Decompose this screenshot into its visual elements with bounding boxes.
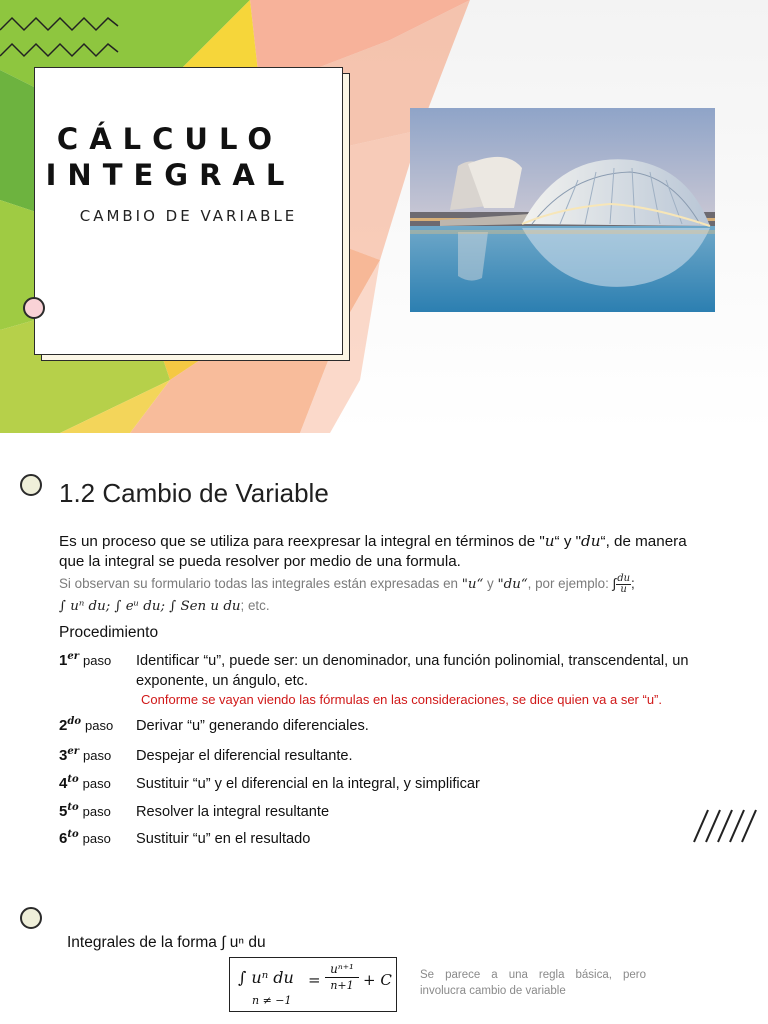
intro-mid: “ y " <box>554 533 582 550</box>
intro-prefix: Es un proceso que se utiliza para reexpresar la integral en términos de " <box>59 533 545 550</box>
intro-du: du <box>581 532 601 550</box>
formulary-note <box>59 573 709 617</box>
integral-sign: ∫ <box>612 576 617 591</box>
procedure-heading: Procedimiento <box>59 624 159 641</box>
gray-prefix: Si observan su formulario todas las integrales están expresadas en <box>59 576 462 591</box>
title-line-2: INTEGRAL <box>45 158 296 192</box>
fraction-denominator: u <box>620 583 627 595</box>
example-integrals: ∫ uⁿ du; ∫ eᵘ du; ∫ Sen u du <box>59 599 241 614</box>
step-4-number: $4^{to}$ paso <box>59 774 111 792</box>
intro-u: u <box>544 532 555 550</box>
formula-rhs-numerator: uⁿ⁺¹ <box>325 962 359 978</box>
gray-du: "du“ <box>497 577 528 592</box>
step-6-number: $6^{to}$ paso <box>59 829 111 847</box>
step-6-text: Sustituir “u” en el resultado <box>136 831 311 847</box>
red-note: Conforme se vayan viendo las fórmulas en las consideraciones, se dice quien va a ser “u”. <box>141 692 662 707</box>
formula-side-note: Se parece a una regla básica, pero involucra cambio de variable <box>420 969 646 997</box>
fraction-numerator: du <box>617 572 631 584</box>
intro-suffix: “, de manera que la integral se pueda resolver por medio de una formula. <box>59 533 687 570</box>
step-4-text: Sustituir “u” y el diferencial en la integral, y simplificar <box>136 776 480 792</box>
step-1-number: 1er paso <box>59 651 112 669</box>
gray-u: "u“ <box>461 577 484 592</box>
intro-paragraph <box>59 531 709 572</box>
step-2-number: $2^{do}$ paso <box>59 716 114 734</box>
gray-y: y <box>483 576 498 591</box>
formula-lhs: ∫ uⁿ du <box>238 968 294 987</box>
zigzag-decoration <box>0 12 120 62</box>
gray-suffix: ; etc. <box>240 598 270 613</box>
slash-decoration <box>692 808 762 844</box>
title-line-1: CÁLCULO <box>56 122 284 156</box>
title-slide <box>0 0 768 433</box>
formula-section-label: Integrales de la forma ∫ uⁿ du <box>67 934 266 951</box>
formula-dot-decoration <box>20 907 42 929</box>
step-3-number: 3er paso <box>59 746 112 764</box>
formula-box <box>229 957 397 1012</box>
formula-rhs-denominator: n+1 <box>330 979 354 992</box>
step-2-text: Derivar “u” generando diferenciales. <box>136 718 369 734</box>
formula-constant: + C <box>363 971 392 989</box>
formula-condition: n ≠ −1 <box>252 994 292 1007</box>
step-5-text: Resolver la integral resultante <box>136 804 330 820</box>
equals-sign: = <box>308 971 321 989</box>
section-dot-decoration <box>20 474 42 496</box>
semicolon: ; <box>631 576 635 591</box>
example-fraction <box>616 574 631 595</box>
pink-dot-decoration <box>23 297 45 319</box>
step-3-text: Despejar el diferencial resultante. <box>136 748 353 764</box>
section-heading: 1.2 Cambio de Variable <box>59 478 329 508</box>
gray-mid: , por ejemplo: <box>527 576 613 591</box>
architecture-photo <box>410 108 715 312</box>
step-1-text: Identificar “u”, puede ser: un denominador, una función polinomial, transcendental, un exponente, un ángulo, etc. <box>136 653 689 689</box>
subtitle: CAMBIO DE VARIABLE <box>79 207 298 225</box>
step-5-number: $5^{to}$ paso <box>59 802 111 820</box>
